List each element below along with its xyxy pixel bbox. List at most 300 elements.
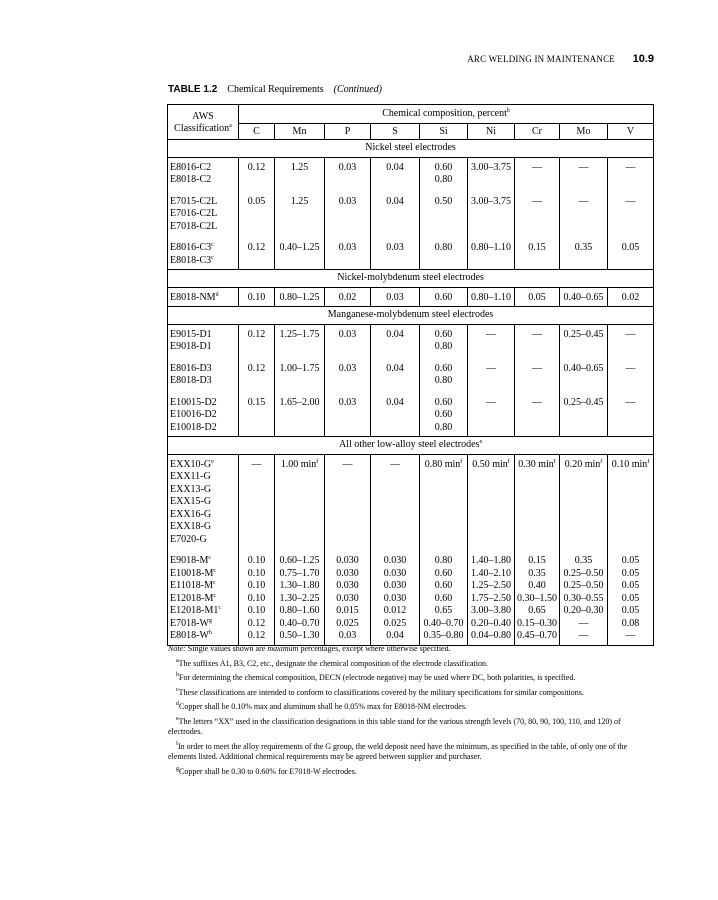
value: 0.20–0.40 xyxy=(471,617,511,629)
value-line xyxy=(470,459,512,472)
value-cell-c xyxy=(239,157,275,189)
value-cell-c xyxy=(239,287,275,307)
classification-entry xyxy=(170,568,236,581)
classification-name: E7018-W xyxy=(170,617,209,629)
classification-sup: a xyxy=(229,123,232,129)
table-row xyxy=(168,157,654,189)
classification-sup: c xyxy=(213,567,217,574)
value-cell-cr xyxy=(515,287,560,307)
value: 1.00 min xyxy=(280,458,317,470)
footnote-text: Copper shall be 0.30 to 0.60% for E7018-W electrodes. xyxy=(179,766,357,776)
value-cell-si xyxy=(420,454,468,548)
value: 0.05 xyxy=(621,592,640,604)
value-line xyxy=(241,459,272,472)
value: 0.80 xyxy=(434,242,453,253)
classification-cell xyxy=(168,324,239,356)
value-cell-s xyxy=(371,157,420,189)
classification-name: E9018-M xyxy=(170,555,209,566)
column-header: Ni xyxy=(468,123,515,140)
value: — xyxy=(625,195,636,207)
value: 1.30–1.80 xyxy=(279,580,320,591)
value-line xyxy=(422,555,465,568)
value-sup: f xyxy=(460,458,463,465)
value-line xyxy=(327,363,368,376)
table-label: TABLE 1.2 xyxy=(168,84,218,95)
value-line xyxy=(422,459,465,472)
value: 0.80–1.10 xyxy=(471,242,511,253)
footnote xyxy=(168,673,654,684)
classification-cell xyxy=(168,157,239,189)
value-line xyxy=(373,568,417,581)
value: 0.04 xyxy=(386,161,404,173)
value-line xyxy=(373,618,417,631)
value-line xyxy=(470,568,512,581)
value: 0.05 xyxy=(621,605,640,616)
value: 0.03 xyxy=(338,161,357,173)
value-line xyxy=(277,580,322,593)
value-line xyxy=(610,292,651,305)
value-line xyxy=(327,593,368,606)
value-line xyxy=(610,196,651,209)
value-line xyxy=(241,568,272,581)
value-line xyxy=(327,242,368,255)
value: 0.025 xyxy=(336,617,359,629)
value-line xyxy=(241,397,272,410)
section-title: Manganese-molybdenum steel electrodes xyxy=(327,309,494,320)
value: 0.04 xyxy=(386,195,404,207)
value: 0.10 xyxy=(247,555,266,566)
table-caption xyxy=(168,84,382,95)
value-line xyxy=(470,329,512,342)
value: 0.03 xyxy=(386,291,404,303)
value-line xyxy=(327,555,368,568)
value-cell-ni xyxy=(468,287,515,307)
footnote-mark: f xyxy=(176,740,178,747)
value-cell-p xyxy=(325,235,371,270)
value-cell-cr xyxy=(515,324,560,356)
classification-entry xyxy=(170,534,236,547)
value: 0.35–0.80 xyxy=(423,630,464,641)
classification-name: EXX13-G xyxy=(170,483,212,495)
classification-name: E7018-C2L xyxy=(170,220,218,232)
classification-name: E8016-D3 xyxy=(170,362,212,374)
value-cell-c xyxy=(239,235,275,270)
value-line xyxy=(470,580,512,593)
value-cell-c xyxy=(239,356,275,390)
value: 1.25 xyxy=(290,161,309,173)
table-row xyxy=(168,189,654,236)
classification-entry xyxy=(170,509,236,522)
classification-name: EXX16-G xyxy=(170,508,212,520)
value-line xyxy=(562,630,605,643)
value-line xyxy=(422,292,465,305)
value: 0.80–1.25 xyxy=(279,291,320,303)
value: — xyxy=(390,458,400,470)
value: 0.04 xyxy=(386,630,404,641)
value: 0.10 xyxy=(247,580,266,591)
value: — xyxy=(251,458,262,470)
value-line xyxy=(241,363,272,376)
value: 0.10 xyxy=(247,291,266,303)
value: — xyxy=(486,362,496,374)
classification-entry xyxy=(170,484,236,497)
value: — xyxy=(486,328,496,340)
value: 0.03 xyxy=(338,362,357,374)
classification-name: EXX18-G xyxy=(170,521,212,532)
value-cell-s xyxy=(371,390,420,437)
value: 0.35 xyxy=(574,555,593,566)
composition-group-label: Chemical composition, percent xyxy=(382,108,507,119)
classification-entry xyxy=(170,242,236,255)
value-cell-c xyxy=(239,189,275,236)
section-title-cell xyxy=(168,437,654,455)
value-cell-mn xyxy=(275,548,325,645)
table-notes xyxy=(168,644,654,781)
value: 0.60 xyxy=(434,291,453,303)
classification-entry xyxy=(170,221,236,234)
value: 0.80 xyxy=(434,341,453,352)
classification-label: Classification xyxy=(174,123,230,134)
value-line xyxy=(470,605,512,618)
value: 1.25 xyxy=(290,195,309,207)
value: 0.25–0.45 xyxy=(563,396,604,408)
value-line xyxy=(241,580,272,593)
value-line xyxy=(422,242,465,255)
value-line xyxy=(327,630,368,643)
value: 0.02 xyxy=(621,291,640,303)
value-line xyxy=(277,196,322,209)
value-line xyxy=(610,593,651,606)
value-line xyxy=(422,341,465,354)
value: 0.030 xyxy=(336,567,359,579)
value-cell-ni xyxy=(468,324,515,356)
value-line xyxy=(610,242,651,255)
classification-name: EXX15-G xyxy=(170,496,212,507)
value-line xyxy=(373,555,417,568)
classification-entry xyxy=(170,208,236,221)
value-line xyxy=(517,605,557,618)
value: 0.60 xyxy=(434,592,453,604)
value: 0.15 xyxy=(528,555,546,566)
value: 1.65–2.00 xyxy=(279,396,320,408)
classification-name: E11018-M xyxy=(170,580,213,591)
value: — xyxy=(532,328,542,340)
value: 0.35 xyxy=(528,567,546,579)
value: 0.12 xyxy=(247,161,266,173)
value: 0.40–0.70 xyxy=(423,617,464,629)
table-row xyxy=(168,390,654,437)
value-cell-si xyxy=(420,287,468,307)
value-line xyxy=(610,363,651,376)
value-sup: f xyxy=(507,458,510,465)
value: 1.30–2.25 xyxy=(279,592,320,604)
table-row xyxy=(168,356,654,390)
value-line xyxy=(277,397,322,410)
value: 0.10 xyxy=(247,567,266,579)
value-cell-si xyxy=(420,548,468,645)
value-line xyxy=(327,580,368,593)
value-line xyxy=(610,630,651,643)
value-line xyxy=(562,196,605,209)
value: 0.60 xyxy=(434,161,453,173)
value: 3.00–3.80 xyxy=(471,605,511,616)
value-cell-cr xyxy=(515,390,560,437)
value: 0.03 xyxy=(338,396,357,408)
value: 0.30–1.50 xyxy=(517,592,557,604)
section-row xyxy=(168,270,654,288)
classification-entry xyxy=(170,618,236,631)
value-cell-v xyxy=(608,324,654,356)
classification-cell xyxy=(168,454,239,548)
footnote-text: These classifications are intended to conform to classifications covered by the military specifications for similar compositions. xyxy=(178,687,584,697)
value: — xyxy=(625,362,636,374)
value-line xyxy=(277,162,322,175)
value-line xyxy=(277,593,322,606)
value: 3.00–3.75 xyxy=(471,195,511,207)
value: 0.25–0.50 xyxy=(563,580,604,591)
section-title-cell xyxy=(168,140,654,158)
value-cell-mo xyxy=(560,189,608,236)
value-line xyxy=(373,162,417,175)
value-cell-v xyxy=(608,157,654,189)
value-cell-p xyxy=(325,454,371,548)
value-line xyxy=(373,242,417,255)
note-label: Note: xyxy=(168,644,186,653)
value-cell-ni xyxy=(468,390,515,437)
classification-name: E9018-D1 xyxy=(170,341,212,352)
value: 0.05 xyxy=(528,291,546,303)
value-line xyxy=(562,580,605,593)
value-sup: f xyxy=(600,458,603,465)
value-cell-mo xyxy=(560,390,608,437)
value-line xyxy=(327,459,368,472)
value-line xyxy=(562,397,605,410)
value-cell-v xyxy=(608,548,654,645)
value: — xyxy=(532,161,542,173)
value: 0.50 min xyxy=(472,458,508,470)
value-line xyxy=(373,397,417,410)
value-cell-mo xyxy=(560,157,608,189)
table-row xyxy=(168,454,654,548)
classification-sup: e xyxy=(211,458,214,465)
value-cell-mn xyxy=(275,189,325,236)
value-line xyxy=(610,329,651,342)
classification-sup: d xyxy=(215,291,219,298)
value: 0.030 xyxy=(336,555,359,566)
value-cell-mo xyxy=(560,324,608,356)
value: 0.05 xyxy=(247,195,266,207)
value-cell-cr xyxy=(515,189,560,236)
classification-entry xyxy=(170,422,236,435)
classification-name: E8016-C2 xyxy=(170,161,212,173)
value-line xyxy=(610,162,651,175)
classification-entry xyxy=(170,630,236,643)
value-line xyxy=(517,363,557,376)
classification-cell xyxy=(168,356,239,390)
value-line xyxy=(562,605,605,618)
value: 0.30 min xyxy=(518,458,554,470)
value: 0.80 xyxy=(434,421,453,433)
classification-sup: c xyxy=(213,592,217,599)
value: — xyxy=(578,630,589,641)
classification-cell xyxy=(168,287,239,307)
value-line xyxy=(327,397,368,410)
value-line xyxy=(373,580,417,593)
value-cell-mo xyxy=(560,287,608,307)
value: 0.50 xyxy=(434,195,453,207)
footnote-text: The suffixes A1, B3, C2, etc., designate the chemical composition of the electrode classification. xyxy=(178,658,488,668)
value: 0.25–0.45 xyxy=(563,328,604,340)
value-line xyxy=(241,630,272,643)
classification-entry xyxy=(170,593,236,606)
value-cell-c xyxy=(239,390,275,437)
value-line xyxy=(373,329,417,342)
classification-name: E10018-D2 xyxy=(170,421,217,433)
classification-cell xyxy=(168,390,239,437)
value: 0.40–0.65 xyxy=(563,362,604,374)
value: 0.05 xyxy=(621,555,640,566)
footnote xyxy=(168,717,654,738)
classification-entry xyxy=(170,255,236,268)
value-line xyxy=(422,618,465,631)
value-line xyxy=(422,174,465,187)
classification-name: E7020-G xyxy=(170,533,207,545)
value-cell-si xyxy=(420,235,468,270)
value-cell-mo xyxy=(560,356,608,390)
value: 0.45–0.70 xyxy=(517,630,557,641)
value-cell-v xyxy=(608,356,654,390)
column-header: Mo xyxy=(560,123,608,140)
value: 0.04 xyxy=(386,362,404,374)
value-line xyxy=(470,292,512,305)
section-title: All other low-alloy steel electrodes xyxy=(338,439,480,450)
classification-entry xyxy=(170,496,236,509)
value-cell-ni xyxy=(468,235,515,270)
value-cell-p xyxy=(325,189,371,236)
value-line xyxy=(562,618,605,631)
value-line xyxy=(373,292,417,305)
value: 0.65 xyxy=(434,605,453,616)
value-line xyxy=(422,593,465,606)
footnote-mark: a xyxy=(176,657,179,664)
value-cell-s xyxy=(371,189,420,236)
value: 0.50–1.30 xyxy=(279,630,320,641)
value: 0.60 xyxy=(434,409,453,420)
page-number: 10.9 xyxy=(632,53,654,65)
value-line xyxy=(327,618,368,631)
value: 0.40–1.25 xyxy=(279,242,320,253)
value: 0.12 xyxy=(247,630,266,641)
footnote-text: Copper shall be 0.10% max and aluminum shall be 0.05% max for E8018-NM electrodes. xyxy=(179,702,467,711)
footnote xyxy=(168,688,654,699)
value: — xyxy=(342,458,353,470)
value-cell-mn xyxy=(275,390,325,437)
general-note xyxy=(168,644,654,655)
value: — xyxy=(625,396,636,408)
value-line xyxy=(562,363,605,376)
value-line xyxy=(373,605,417,618)
footnote xyxy=(168,767,654,778)
footnote-mark: g xyxy=(176,765,179,772)
classification-name: E10015-D2 xyxy=(170,396,217,408)
value: 0.30–0.55 xyxy=(563,592,604,604)
value-cell-mo xyxy=(560,235,608,270)
value: 0.75–1.70 xyxy=(279,567,320,579)
footnote xyxy=(168,742,654,763)
value: 1.25–2.50 xyxy=(471,580,511,591)
classification-name: E8018-D3 xyxy=(170,375,212,386)
value-cell-mo xyxy=(560,548,608,645)
value-line xyxy=(241,593,272,606)
section-row xyxy=(168,437,654,455)
note-post: percentages, except where otherwise specified. xyxy=(300,644,451,653)
value-line xyxy=(610,605,651,618)
value-cell-ni xyxy=(468,189,515,236)
value: 0.030 xyxy=(383,567,407,579)
value-line xyxy=(241,242,272,255)
value-cell-s xyxy=(371,356,420,390)
value-line xyxy=(241,196,272,209)
value-line xyxy=(327,292,368,305)
value-sup: f xyxy=(553,458,556,465)
value-cell-v xyxy=(608,454,654,548)
value: 0.15 xyxy=(247,396,266,408)
aws-classification-header xyxy=(168,105,239,140)
value: 0.08 xyxy=(621,617,640,629)
value-line xyxy=(470,618,512,631)
running-title: ARC WELDING IN MAINTENANCE xyxy=(467,54,615,64)
value-cell-cr xyxy=(515,157,560,189)
value-cell-p xyxy=(325,356,371,390)
value-cell-v xyxy=(608,287,654,307)
value: 1.75–2.50 xyxy=(471,592,511,604)
classification-name: E8018-C3 xyxy=(170,254,212,266)
classification-sup: c xyxy=(212,580,216,586)
classification-name: E10018-M xyxy=(170,567,214,579)
value: 0.04–0.80 xyxy=(471,630,511,641)
value-cell-s xyxy=(371,287,420,307)
value: 0.03 xyxy=(338,195,357,207)
column-header: Mn xyxy=(275,123,325,140)
value: 0.80 xyxy=(434,555,453,566)
classification-sup: g xyxy=(208,617,212,624)
classification-sup: h xyxy=(208,630,212,636)
value-line xyxy=(422,375,465,388)
classification-entry xyxy=(170,555,236,568)
value: 0.030 xyxy=(336,592,359,604)
value-cell-ni xyxy=(468,157,515,189)
value-line xyxy=(562,162,605,175)
value: 0.80–1.60 xyxy=(279,605,320,616)
value: 0.40 xyxy=(528,580,546,591)
value: 0.03 xyxy=(338,630,357,641)
classification-name: E8018-NM xyxy=(170,291,216,303)
value: — xyxy=(532,396,542,408)
footnote-mark: c xyxy=(176,686,179,693)
value-sup: f xyxy=(647,458,650,465)
column-header: Cr xyxy=(515,123,560,140)
classification-entry xyxy=(170,605,236,618)
value-cell-p xyxy=(325,390,371,437)
value: 0.80 xyxy=(434,174,453,185)
value-line xyxy=(373,459,417,472)
column-header: P xyxy=(325,123,371,140)
value: 0.012 xyxy=(383,605,407,616)
value: 0.04 xyxy=(386,396,404,408)
value-line xyxy=(470,242,512,255)
classification-cell xyxy=(168,548,239,645)
value: — xyxy=(625,161,636,173)
